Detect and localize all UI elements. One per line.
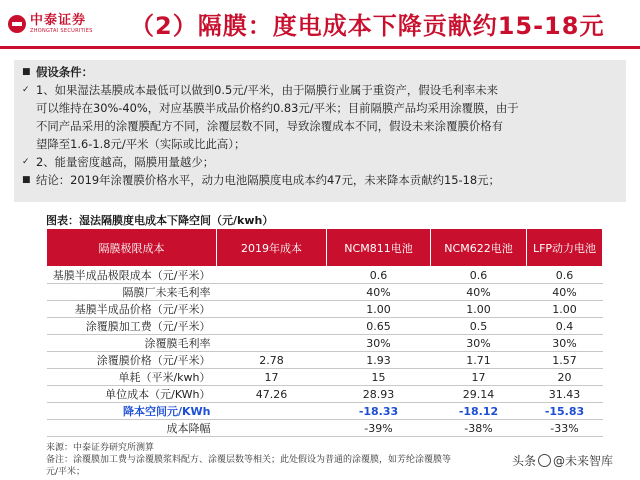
table-cell: 29.14: [431, 386, 527, 403]
assumption-line: 望降至1.6-1.8元/平米（实际或比此高）；: [36, 137, 246, 151]
table-cell: 40%: [527, 284, 603, 301]
assumptions-heading: ■ 假设条件：: [22, 65, 93, 79]
source-note: 来源：中泰证券研究所测算: [46, 443, 155, 453]
row-label: 成本降幅: [47, 420, 217, 437]
table-row: [47, 386, 603, 403]
row-label: 单位成本（元/KWh）: [47, 386, 217, 403]
column-header: 2019年成本: [217, 229, 327, 267]
table-cell: -18.33: [327, 403, 431, 420]
table-row: [47, 284, 603, 301]
page-header: [0, 0, 640, 46]
table-row: [47, 420, 603, 437]
row-label: 涂覆膜毛利率: [47, 335, 217, 352]
assumptions-box: [14, 60, 626, 202]
square-bullet-icon: ■: [22, 67, 31, 77]
table-cell: -18.12: [431, 403, 527, 420]
table-cell: 0.65: [327, 318, 431, 335]
table-cell: 30%: [527, 335, 603, 352]
table-cell: 17: [431, 369, 527, 386]
table-cell: [217, 301, 327, 318]
table-cell: 47.26: [217, 386, 327, 403]
row-label: 基膜半成品极限成本（元/平米）: [47, 267, 217, 284]
assumption-line: 可以维持在30%-40%，对应基膜半成品价格约0.83元/平米；目前隔膜产品均采用涂覆膜，由于: [36, 101, 519, 115]
table-cell: [217, 284, 327, 301]
table-cell: [217, 420, 327, 437]
table-header-row: [47, 229, 603, 267]
row-label: 隔膜厂未来毛利率: [47, 284, 217, 301]
table-row: [47, 267, 603, 284]
assumption-item-2: [22, 153, 618, 171]
watermark-prefix: 头条: [512, 454, 537, 468]
watermark: [512, 452, 613, 469]
zhongtai-logo-icon: [8, 15, 26, 33]
square-bullet-icon: ■: [22, 175, 31, 185]
assumption-item-1: [22, 81, 618, 99]
table-row: [47, 335, 603, 352]
table-cell: 17: [217, 369, 327, 386]
check-icon: ✓: [22, 85, 30, 95]
table-cell: -38%: [431, 420, 527, 437]
check-icon: ✓: [22, 157, 30, 167]
assumption-line: 不同产品采用的涂覆膜配方不同，涂覆层数不同，导致涂覆成本不同，假设未来涂覆膜价格有: [36, 119, 504, 133]
row-label: 基膜半成品价格（元/平米）: [47, 301, 217, 318]
table-row: [47, 318, 603, 335]
table-cell: [217, 267, 327, 284]
column-header: 隔膜极限成本: [47, 229, 217, 267]
row-label: 降本空间元/KWh: [47, 403, 217, 420]
table-row: [47, 352, 603, 369]
table-cell: 1.71: [431, 352, 527, 369]
logo-en-text: ZHONGTAI SECURITIES: [30, 28, 93, 34]
watermark-text: @未来智库: [553, 454, 614, 468]
table-cell: 31.43: [527, 386, 603, 403]
row-label: 涂覆膜加工费（元/平米）: [47, 318, 217, 335]
table-cell: 1.00: [327, 301, 431, 318]
title-divider: [0, 46, 640, 49]
assumption-line: 1、如果湿法基膜成本最低可以做到0.5元/平米，由于隔膜行业属于重资产，假设毛利率未来: [36, 83, 499, 97]
table-cell: 30%: [431, 335, 527, 352]
table-row: [47, 301, 603, 318]
column-header: LFP动力电池: [527, 229, 603, 267]
table-title: 图表：湿法隔膜度电成本下降空间（元/kwh）: [46, 214, 274, 227]
table-row: [47, 403, 603, 420]
table-cell: [217, 318, 327, 335]
table-cell: -15.83: [527, 403, 603, 420]
table-cell: 0.6: [527, 267, 603, 284]
table-cell: 0.5: [431, 318, 527, 335]
table-cell: 0.6: [327, 267, 431, 284]
table-cell: 20: [527, 369, 603, 386]
page-title: （2）隔膜：度电成本下降贡献约15-18元: [130, 12, 605, 40]
table-cell: 40%: [431, 284, 527, 301]
table-cell: [217, 403, 327, 420]
remark-note-cont: 元/平米；: [46, 467, 86, 477]
assumption-line: 2、能量密度越高，隔膜用量越少；: [36, 155, 215, 169]
row-label: 单耗（平米/kwh）: [47, 369, 217, 386]
table-cell: -39%: [327, 420, 431, 437]
table-cell: 1.93: [327, 352, 431, 369]
table-cell: 0.6: [431, 267, 527, 284]
row-label: 涂覆膜价格（元/平米）: [47, 352, 217, 369]
table-cell: 1.57: [527, 352, 603, 369]
table-cell: 28.93: [327, 386, 431, 403]
table-cell: 15: [327, 369, 431, 386]
remark-note: 备注：涂覆膜加工费与涂覆膜浆料配方、涂覆层数等相关；此处假设为普通的涂覆膜，如芳纶涂覆膜等: [46, 455, 452, 465]
table-row: [47, 369, 603, 386]
logo-cn-text: 中泰证券: [30, 13, 87, 28]
cost-table: [46, 228, 602, 437]
table-cell: 0.4: [527, 318, 603, 335]
column-header: NCM811电池: [327, 229, 431, 267]
column-header: NCM622电池: [431, 229, 527, 267]
table-cell: 1.00: [527, 301, 603, 318]
table-cell: 1.00: [431, 301, 527, 318]
table-cell: 40%: [327, 284, 431, 301]
table-cell: -33%: [527, 420, 603, 437]
table-cell: 30%: [327, 335, 431, 352]
table-cell: 2.78: [217, 352, 327, 369]
conclusion: ■ 结论：2019年涂覆膜价格水平，动力电池隔膜度电成本约47元，未来降本贡献约15-18元；: [22, 173, 500, 187]
table-cell: [217, 335, 327, 352]
company-logo: [8, 10, 126, 38]
watermark-icon: [538, 454, 551, 467]
